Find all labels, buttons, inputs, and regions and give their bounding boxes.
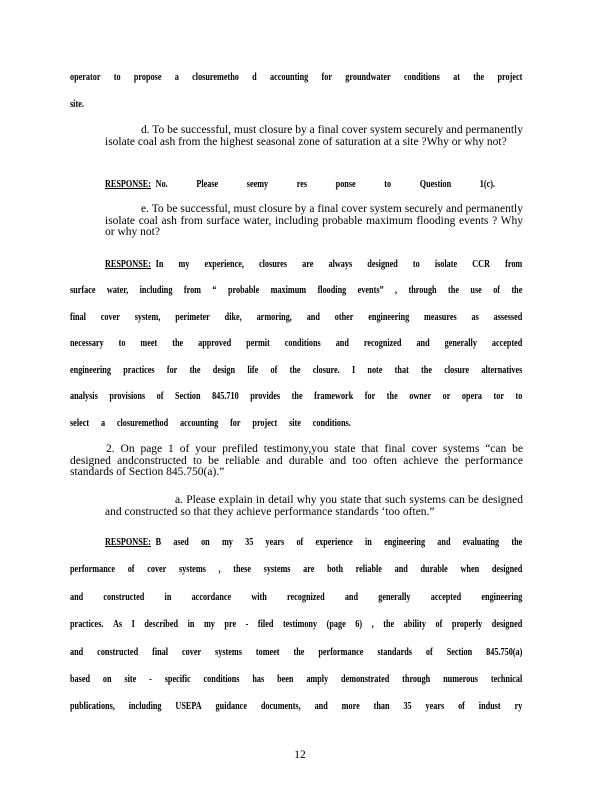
word: years — [425, 701, 445, 712]
word: for — [321, 72, 332, 83]
word: of — [127, 564, 135, 575]
word: and — [394, 564, 408, 575]
word: for — [364, 391, 376, 402]
word: that — [394, 365, 409, 376]
text-line — [70, 285, 522, 297]
word: and — [437, 537, 451, 548]
word: I — [131, 619, 135, 630]
text-line — [70, 564, 522, 576]
word: probable — [227, 285, 260, 296]
word: tor — [493, 391, 504, 402]
word: cover — [100, 312, 120, 323]
word: project — [497, 72, 523, 83]
word: constructed — [103, 592, 145, 603]
word: “ — [212, 285, 217, 296]
word: res — [296, 179, 308, 190]
word: cover — [181, 647, 202, 658]
response-text — [156, 537, 523, 549]
word: always — [328, 259, 353, 270]
word: recognized — [363, 338, 402, 349]
word: analysis — [70, 391, 98, 402]
response-label: RESPONSE: — [105, 537, 151, 548]
response-d — [105, 179, 495, 191]
word: has — [252, 674, 265, 685]
word: meet — [140, 338, 158, 349]
word: (page — [326, 619, 346, 630]
word: generally — [444, 338, 477, 349]
word: testimony — [282, 619, 318, 630]
word: closuremethod — [116, 418, 169, 429]
word: the — [386, 391, 398, 402]
word: operator — [70, 72, 101, 83]
question-2: 2. On page 1 of your prefiled testimony,you state that final cover systems “can be designed andconstructed to be reliable and durable and too often achieve the performance standards of Section 845.750(a).” — [70, 443, 523, 478]
word: engineering — [384, 537, 426, 548]
word: as — [471, 312, 479, 323]
word: cover — [147, 564, 167, 575]
word: from — [183, 285, 201, 296]
word: surface — [70, 285, 96, 296]
word: closures — [259, 259, 288, 270]
word: ased — [173, 537, 189, 548]
word: final — [70, 312, 86, 323]
word: both — [327, 564, 344, 575]
word: to — [412, 259, 420, 270]
word: publications, — [70, 701, 115, 712]
word: 845.750(a) — [486, 647, 523, 658]
word: and — [335, 338, 349, 349]
word: designed — [367, 259, 398, 270]
word: pre — [224, 619, 237, 630]
word: Please — [196, 179, 219, 190]
word: on — [102, 674, 112, 685]
word: designed — [491, 564, 523, 575]
response-label: RESPONSE: — [105, 179, 151, 190]
word: USEPA — [175, 701, 202, 712]
word: in — [365, 537, 372, 548]
word: experience, — [204, 259, 244, 270]
word: and — [70, 592, 84, 603]
word: In — [155, 259, 164, 270]
word: 35 — [245, 537, 254, 548]
word: recognized — [287, 592, 325, 603]
word: engineering — [481, 592, 523, 603]
word: through — [402, 674, 431, 685]
word: and — [70, 647, 84, 658]
word: propose — [133, 72, 162, 83]
word: - — [245, 619, 249, 630]
word: with — [251, 592, 267, 603]
word: evaluating — [462, 537, 500, 548]
word: closure — [444, 365, 470, 376]
word: ability — [403, 619, 426, 630]
word: and — [306, 312, 320, 323]
word: the — [383, 619, 395, 630]
word: performance — [318, 647, 364, 658]
word: to — [113, 72, 121, 83]
response-label: RESPONSE: — [105, 259, 151, 270]
word: specific — [164, 674, 191, 685]
word: the — [448, 285, 459, 296]
word: closuremetho — [192, 72, 239, 83]
word: at — [453, 72, 460, 83]
word: of — [493, 285, 501, 296]
word: opera — [461, 391, 482, 402]
word: I — [351, 365, 356, 376]
word: the — [473, 72, 485, 83]
word: constructed — [97, 647, 139, 658]
word: to — [515, 391, 523, 402]
word: 845.710 — [212, 391, 239, 402]
word: site — [289, 418, 301, 429]
word: practices — [123, 365, 155, 376]
text-line — [70, 674, 522, 686]
word: the — [293, 647, 305, 658]
word: my — [203, 619, 215, 630]
word: provides — [250, 391, 281, 402]
word: water, — [106, 285, 129, 296]
word: measures — [424, 312, 457, 323]
word: perimeter — [175, 312, 210, 323]
word: generally — [378, 592, 411, 603]
word: No. — [155, 179, 168, 190]
word: reliable — [355, 564, 382, 575]
word: of — [156, 391, 164, 402]
text-line — [70, 312, 522, 324]
word: life — [247, 365, 259, 376]
word: project — [252, 418, 278, 429]
word: years — [265, 537, 285, 548]
text-line — [70, 619, 522, 631]
word: the — [511, 537, 523, 548]
response-text — [156, 179, 495, 191]
word: owner — [409, 391, 432, 402]
word: demonstrated — [341, 674, 390, 685]
question-e: e. To be successful, must closure by a final cover system securely and permanently isolate coal ash from surface water, including probable maximum flooding events ? Why or why not? — [105, 203, 523, 238]
word: guidance — [215, 701, 247, 712]
word: numerous — [443, 674, 479, 685]
word: use — [470, 285, 482, 296]
word: when — [460, 564, 480, 575]
word: in — [164, 592, 172, 603]
word: framework — [314, 391, 354, 402]
word: ponse — [335, 179, 356, 190]
word: site — [124, 674, 137, 685]
word: d — [252, 72, 257, 83]
text-line — [70, 72, 522, 84]
word: , — [371, 619, 374, 630]
word: approved — [198, 338, 232, 349]
word: a — [174, 72, 179, 83]
word: than — [373, 701, 390, 712]
word: other — [334, 312, 354, 323]
word: - — [149, 674, 152, 685]
word: standards — [377, 647, 412, 658]
word: based — [70, 674, 91, 685]
word: and — [344, 592, 359, 603]
word: experience — [315, 537, 353, 548]
word: 6) — [355, 619, 363, 630]
word: my — [178, 259, 190, 270]
word: on — [201, 537, 210, 548]
word: filed — [257, 619, 274, 630]
word: been — [277, 674, 294, 685]
word: system, — [134, 312, 161, 323]
word: final — [152, 647, 169, 658]
word: closure. — [312, 365, 340, 376]
word: note — [367, 365, 383, 376]
word: accounting — [179, 418, 219, 429]
word: conditions — [203, 674, 240, 685]
word: Section — [175, 391, 201, 402]
word: durable — [420, 564, 448, 575]
word: conditions. — [312, 418, 351, 429]
word: of — [296, 537, 304, 548]
word: accounting — [269, 72, 309, 83]
word: armoring, — [256, 312, 292, 323]
word: indust — [478, 701, 501, 712]
word: systems — [263, 564, 291, 575]
word: B — [155, 537, 162, 548]
word: performance — [70, 564, 116, 575]
word: As — [112, 619, 123, 630]
word: to — [384, 179, 392, 190]
word: technical — [490, 674, 523, 685]
response-e — [105, 259, 522, 271]
word: CCR — [472, 259, 490, 270]
word: 35 — [403, 701, 412, 712]
word: flooding — [317, 285, 347, 296]
word: the — [289, 365, 301, 376]
word: practices. — [70, 619, 104, 630]
text-line — [70, 647, 522, 659]
word: the — [172, 338, 184, 349]
word: dike, — [224, 312, 242, 323]
word: provisions — [109, 391, 146, 402]
word: the — [189, 365, 201, 376]
word: select — [70, 418, 90, 429]
text-line — [70, 391, 522, 403]
word: events” — [357, 285, 384, 296]
word: assessed — [493, 312, 523, 323]
word: documents, — [260, 701, 301, 712]
word: amply — [306, 674, 329, 685]
word: described — [144, 619, 179, 630]
word: these — [233, 564, 251, 575]
word: and — [416, 338, 430, 349]
text-line — [70, 592, 522, 604]
word: systems — [215, 647, 242, 658]
word: alternatives — [481, 365, 523, 376]
word: a — [100, 418, 106, 429]
word: the — [291, 391, 303, 402]
word: of — [270, 365, 278, 376]
word: accepted — [491, 338, 523, 349]
word: engineering — [368, 312, 410, 323]
response-a — [105, 537, 522, 549]
word: of — [435, 619, 443, 630]
word: for — [166, 365, 178, 376]
response-text — [156, 259, 523, 271]
word: seemy — [246, 179, 269, 190]
word: my — [221, 537, 233, 548]
word: necessary — [70, 338, 104, 349]
word: including — [139, 285, 173, 296]
word: 1(c). — [479, 179, 495, 190]
word: accepted — [430, 592, 462, 603]
word: of — [425, 647, 433, 658]
word: maximum — [270, 285, 307, 296]
word: Question — [419, 179, 452, 190]
word: , — [218, 564, 221, 575]
word: isolate — [434, 259, 458, 270]
word: are — [303, 564, 315, 575]
word: ry — [514, 701, 523, 712]
word: groundwater — [345, 72, 391, 83]
text-line: site. — [70, 99, 84, 110]
word: including — [128, 701, 162, 712]
word: conditions — [403, 72, 440, 83]
word: from — [505, 259, 523, 270]
word: in — [187, 619, 195, 630]
word: designed — [491, 619, 523, 630]
text-line — [70, 338, 522, 350]
word: through — [408, 285, 437, 296]
word: of — [458, 701, 465, 712]
page-number: 12 — [294, 749, 306, 761]
question-d: d. To be successful, must closure by a final cover system securely and permanently isolate coal ash from the highest seasonal zone of saturation at a site ?Why or why not? — [105, 124, 523, 148]
word: to — [118, 338, 126, 349]
word: engineering — [70, 365, 111, 376]
word: , — [395, 285, 398, 296]
text-line — [70, 701, 522, 713]
word: and — [314, 701, 328, 712]
word: systems — [178, 564, 206, 575]
word: for — [230, 418, 241, 429]
word: conditions — [284, 338, 321, 349]
word: tomeet — [255, 647, 280, 658]
word: accordance — [191, 592, 232, 603]
word: properly — [451, 619, 483, 630]
word: or — [442, 391, 451, 402]
word: more — [341, 701, 360, 712]
question-a: a. Please explain in detail why you state that such systems can be designed and constructed so that they achieve performance standards ‘too often.” — [105, 494, 523, 518]
word: the — [421, 365, 432, 376]
word: Section — [446, 647, 473, 658]
word: the — [511, 285, 523, 296]
word: design — [212, 365, 236, 376]
text-line — [70, 418, 351, 430]
text-line — [70, 365, 522, 377]
word: are — [302, 259, 314, 270]
word: permit — [246, 338, 270, 349]
